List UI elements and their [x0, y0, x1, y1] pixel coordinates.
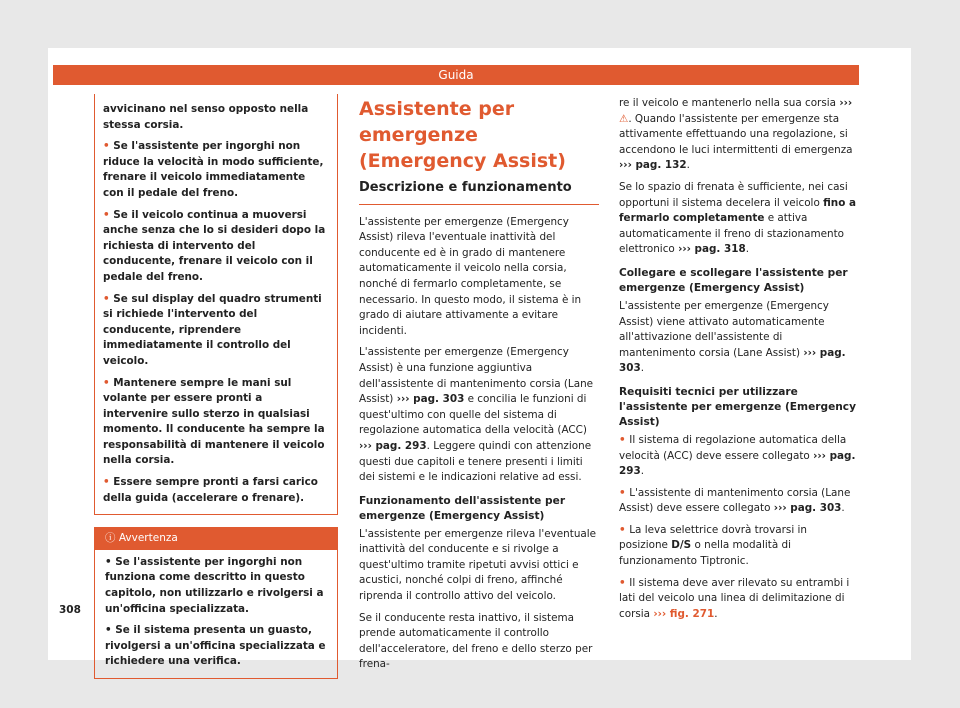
list-item: • Se l'assistente per ingorghi non funziona come descritto in questo capitolo, non utilizzarlo e rivolgersi a un'officina specializzata.	[105, 555, 324, 615]
figure-link[interactable]: ››› fig. 271	[653, 607, 715, 620]
left-column	[102, 96, 340, 679]
right-column	[619, 96, 859, 628]
paragraph: L'assistente per emergenze (Emergency Assist) viene attivato automaticamente all'attivazione dell'assistente di mantenimento corsia (Lane Assist) ››› pag. 303.	[619, 299, 846, 375]
page-link[interactable]: ››› pag. 303	[773, 502, 842, 515]
paragraph: L'assistente per emergenze rileva l'eventuale inattività del conducente e si rivolge a quest'ultimo tramite ripetuti avvisi ottici e acustici, nonché colpi di freno, affinché riprenda il controllo attivo del veicolo.	[359, 527, 597, 603]
section-header: Guida	[53, 65, 859, 85]
warning-continuation-box	[94, 94, 338, 515]
list-item: • La leva selettrice dovrà trovarsi in posizione D/S o nella modalità di funzionamento Tiptronic.	[619, 523, 859, 570]
list-item: • Mantenere sempre le mani sul volante per essere pronti a intervenire sullo sterzo in qualsiasi momento. Il conducente ha sempre la responsabilità di mantenere il veicolo nella corsia.	[103, 376, 329, 470]
info-icon: ⓘ	[105, 532, 116, 545]
list-item: • Essere sempre pronti a farsi carico della guida (accelerare o frenare).	[103, 475, 329, 506]
list-item: • Se sul display del quadro strumenti si richiede l'intervento del conducente, riprendere immediatamente il controllo del veicolo.	[103, 292, 329, 370]
note-header	[95, 528, 337, 550]
section-heading: Funzionamento dell'assistente per emergenze (Emergency Assist)	[359, 494, 566, 522]
section-subtitle: Descrizione e funzionamento	[359, 180, 599, 205]
note-title: Avvertenza	[118, 532, 178, 545]
intro-text: avvicinano nel senso opposto nella stessa corsia.	[103, 103, 309, 131]
list-item: • L'assistente di mantenimento corsia (Lane Assist) deve essere collegato ››› pag. 303.	[619, 486, 859, 517]
page-number: 308	[59, 604, 81, 616]
paragraph: Se lo spazio di frenata è sufficiente, nei casi opportuni il sistema decelera il veicolo fino a fermarlo completamente e attiva automaticamente il freno di stazionamento elettronico ››› pag. 318.	[619, 180, 856, 256]
list-item: • Il sistema di regolazione automatica della velocità (ACC) deve essere collegato ››› pag. 293.	[619, 433, 859, 480]
note-body	[95, 550, 337, 678]
paragraph: L'assistente per emergenze (Emergency Assist) è una funzione aggiuntiva dell'assistente di mantenimento corsia (Lane Assist) ››› pag. 303 e concilia le funzioni di quest'ultimo con quelle del sistema di regolazione automatica della velocità (ACC) ››› pag. 293. Leggere quindi con attenzione questi due capitoli e tenere presenti i limiti dei sistemi e le indicazioni relative ad essi.	[359, 346, 594, 484]
list-item: • Se il sistema presenta un guasto, rivolgersi a un'officina specializzata e richiedere una verifica.	[105, 624, 326, 668]
page-link[interactable]: ››› pag. 303	[396, 393, 465, 406]
list-item: • Il sistema deve aver rilevato su entrambi i lati del veicolo una linea di delimitazione di corsia ››› fig. 271.	[619, 576, 859, 623]
page-title: Assistente per emergenze (Emergency Assist)	[359, 98, 566, 172]
note-box	[94, 527, 338, 679]
section-heading: Collegare e scollegare l'assistente per emergenze (Emergency Assist)	[619, 266, 848, 294]
list-item: • Se l'assistente per ingorghi non riduce la velocità in modo sufficiente, frenare il veicolo immediatamente con il pedale del freno.	[103, 139, 329, 201]
list-item: • Se il veicolo continua a muoversi anche senza che lo si desideri dopo la richiesta di intervento del conducente, frenare il veicolo con il pedale del freno.	[103, 208, 329, 286]
paragraph: L'assistente per emergenze (Emergency Assist) rileva l'eventuale inattività del conducente ed è in grado di mantenere automaticamente il veicolo nella corsia, nonché di fermarlo completamente, se necessario. In questo modo, il sistema è in grado di aiutare attivamente a evitare incidenti.	[359, 215, 582, 337]
paragraph: re il veicolo e mantenerlo nella sua corsia ››› ⚠. Quando l'assistente per emergenze sta attivamente effettuando una regolazione, si accendono le luci intermittenti di emergenza ››› pag. 132.	[619, 97, 853, 172]
section-heading: Requisiti tecnici per utilizzare l'assistente per emergenze (Emergency Assist)	[619, 385, 856, 428]
paragraph: Se il conducente resta inattivo, il sistema prende automaticamente il controllo dell'acceleratore, del freno e dello sterzo per frena-	[359, 611, 593, 671]
page-link[interactable]: ››› pag. 293	[619, 449, 856, 478]
warning-triangle-icon: ⚠	[619, 112, 629, 125]
middle-column	[359, 96, 599, 679]
page-link[interactable]: ››› pag. 303	[619, 346, 846, 375]
page-link[interactable]: ››› pag. 293	[359, 439, 427, 452]
page-link[interactable]: ›››	[839, 97, 853, 109]
page-link[interactable]: ››› pag. 132	[619, 159, 687, 172]
page-link[interactable]: ››› pag. 318	[678, 243, 746, 256]
